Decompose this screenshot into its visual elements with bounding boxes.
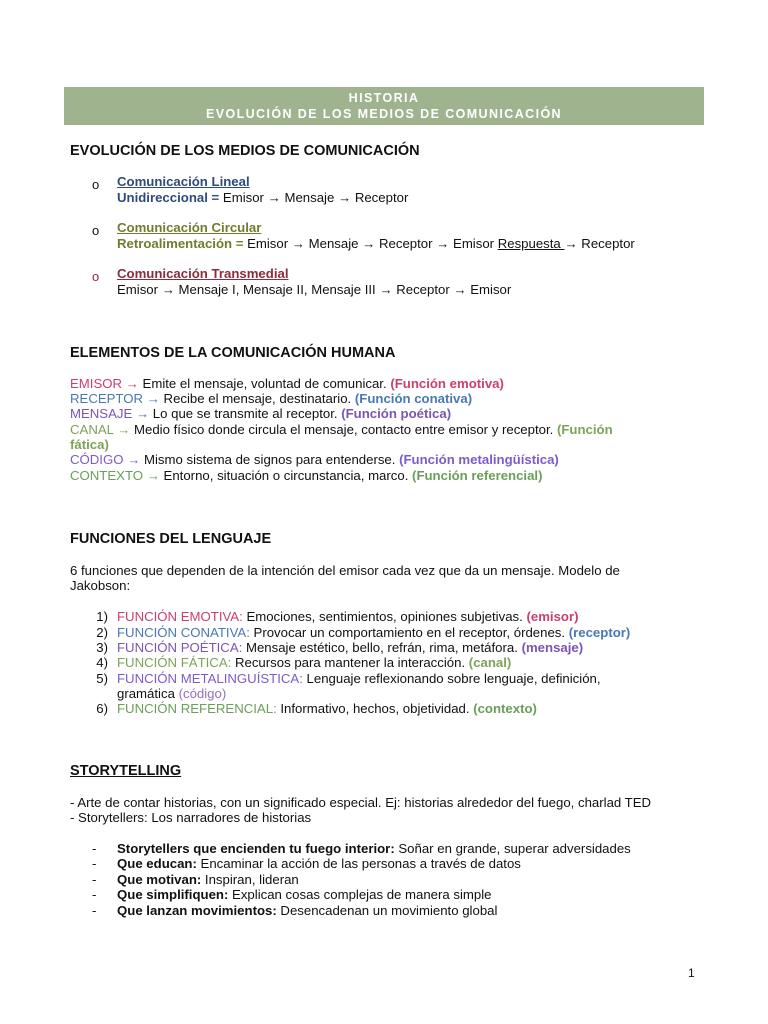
item-lineal-title — [117, 174, 250, 190]
bullet: o — [92, 177, 100, 192]
list-number: 4) — [96, 655, 108, 670]
f1-name: FUNCIÓN EMOTIVA: — [117, 609, 243, 624]
list-number: 6) — [96, 701, 108, 716]
canal-func-cont: fática) — [70, 437, 109, 452]
header-banner — [64, 87, 704, 125]
f5-name: FUNCIÓN METALINGUÍSTICA: — [117, 671, 303, 686]
section-title-storytelling: STORYTELLING — [70, 763, 182, 779]
item-transmedial-title — [117, 266, 288, 282]
canal-text: Medio físico donde circula el mensaje, contacto entre emisor y receptor. — [130, 422, 557, 437]
elemento-canal — [70, 422, 613, 438]
page-number: 1 — [688, 966, 695, 980]
elemento-contexto — [70, 468, 542, 484]
s4-label: Que simplifiquen: — [117, 887, 229, 902]
story-item — [117, 872, 299, 888]
storytelling-p1: - Arte de contar historias, con un significado especial. Ej: historias alrededor del fuego, charlad TED — [70, 795, 652, 810]
f6-name: FUNCIÓN REFERENCIAL: — [117, 701, 277, 716]
f2-tag: (receptor) — [568, 625, 631, 640]
emisor-text: Emite el mensaje, voluntad de comunicar. — [138, 376, 391, 391]
circular-text-b: → Receptor — [564, 236, 635, 251]
s2-text: Encaminar la acción de las personas a través de datos — [196, 856, 521, 871]
s1-text: Soñar en grande, superar adversidades — [394, 841, 631, 856]
transmedial-text: Emisor → Mensaje I, Mensaje II, Mensaje III → Receptor → Emisor — [117, 282, 512, 297]
s3-label: Que motivan: — [117, 872, 202, 887]
funcion-metalinguistica-cont — [117, 686, 226, 702]
receptor-func: (Función conativa) — [354, 391, 473, 406]
list-number: 2) — [96, 625, 108, 640]
f3-tag: (mensaje) — [521, 640, 584, 655]
mensaje-text: Lo que se transmite al receptor. — [149, 406, 342, 421]
circular-text-a: Emisor → Mensaje → Receptor → Emisor — [243, 236, 498, 251]
funcion-metalinguistica — [117, 671, 601, 687]
funcion-referencial — [117, 701, 537, 717]
emisor-term: EMISOR → — [70, 376, 139, 391]
f2-text: Provocar un comportamiento en el receptor, órdenes. — [249, 625, 569, 640]
story-item — [117, 887, 492, 903]
contexto-func: (Función referencial) — [412, 468, 543, 483]
respuesta-word: Respuesta — [497, 236, 565, 251]
elemento-mensaje — [70, 406, 451, 422]
dash: - — [92, 903, 97, 918]
funcion-poetica — [117, 640, 583, 656]
item-circular-title — [117, 220, 261, 236]
f5-tag: (código) — [178, 686, 227, 701]
section-title-funciones: FUNCIONES DEL LENGUAJE — [70, 531, 272, 547]
storytelling-p2: - Storytellers: Los narradores de historias — [70, 810, 312, 825]
circular-label: Retroalimentación = — [117, 236, 244, 251]
bullet: o — [92, 269, 100, 284]
story-item — [117, 903, 497, 919]
canal-term: CANAL → — [70, 422, 131, 437]
f3-text: Mensaje estético, bello, refrán, rima, metáfora. — [242, 640, 522, 655]
s5-text: Desencadenan un movimiento global — [276, 903, 498, 918]
f1-text: Emociones, sentimientos, opiniones subjetivas. — [242, 609, 527, 624]
elemento-emisor — [70, 376, 504, 392]
contexto-text: Entorno, situación o circunstancia, marco. — [159, 468, 413, 483]
item-lineal-body — [117, 190, 408, 206]
funciones-intro: 6 funciones que dependen de la intención del emisor cada vez que da un mensaje. Modelo de — [70, 563, 620, 578]
dash: - — [92, 887, 97, 902]
dash: - — [92, 856, 97, 871]
item-circular-body — [117, 236, 635, 252]
funcion-conativa — [117, 625, 630, 641]
codigo-text: Mismo sistema de signos para entenderse. — [140, 452, 400, 467]
list-number: 1) — [96, 609, 108, 624]
f5-text: Lenguaje reflexionando sobre lenguaje, definición, — [302, 671, 601, 686]
mensaje-func: (Función poética) — [341, 406, 452, 421]
f4-tag: (canal) — [468, 655, 512, 670]
elemento-codigo — [70, 452, 559, 468]
banner-title: HISTORIA — [348, 91, 420, 105]
s1-label: Storytellers que encienden tu fuego interior: — [117, 841, 395, 856]
f6-tag: (contexto) — [473, 701, 537, 716]
transmedial-title: Comunicación Transmedial — [117, 266, 289, 281]
funcion-emotiva — [117, 609, 579, 625]
dash: - — [92, 872, 97, 887]
list-number: 5) — [96, 671, 108, 686]
f5-text2: gramática — [117, 686, 179, 701]
lineal-title: Comunicación Lineal — [117, 174, 250, 189]
elemento-receptor — [70, 391, 472, 407]
f1-tag: (emisor) — [526, 609, 579, 624]
s5-label: Que lanzan movimientos: — [117, 903, 277, 918]
story-item — [117, 841, 631, 857]
lineal-label: Unidireccional = — [117, 190, 220, 205]
codigo-func: (Función metalingüística) — [399, 452, 559, 467]
bullet: o — [92, 223, 100, 238]
story-item — [117, 856, 521, 872]
lineal-text: Emisor → Mensaje → Receptor — [219, 190, 409, 205]
canal-func: (Función — [556, 422, 613, 437]
contexto-term: CONTEXTO → — [70, 468, 160, 483]
s3-text: Inspiran, lideran — [201, 872, 299, 887]
circular-title: Comunicación Circular — [117, 220, 262, 235]
receptor-term: RECEPTOR → — [70, 391, 160, 406]
s4-text: Explican cosas complejas de manera simple — [228, 887, 492, 902]
f4-text: Recursos para mantener la interacción. — [231, 655, 469, 670]
s2-label: Que educan: — [117, 856, 197, 871]
mensaje-term: MENSAJE → — [70, 406, 150, 421]
section-title-evolucion: EVOLUCIÓN DE LOS MEDIOS DE COMUNICACIÓN — [70, 143, 420, 159]
banner-subtitle: EVOLUCIÓN DE LOS MEDIOS DE COMUNICACIÓN — [205, 107, 562, 121]
section-title-elementos: ELEMENTOS DE LA COMUNICACIÓN HUMANA — [70, 345, 396, 361]
list-number: 3) — [96, 640, 108, 655]
f2-name: FUNCIÓN CONATIVA: — [117, 625, 250, 640]
f6-text: Informativo, hechos, objetividad. — [276, 701, 474, 716]
item-transmedial-body — [117, 282, 511, 298]
f3-name: FUNCIÓN POÉTICA: — [117, 640, 243, 655]
elemento-canal-cont — [70, 437, 109, 453]
funciones-intro-cont: Jakobson: — [70, 578, 131, 593]
f4-name: FUNCIÓN FÁTICA: — [117, 655, 232, 670]
dash: - — [92, 841, 97, 856]
emisor-func: (Función emotiva) — [390, 376, 504, 391]
codigo-term: CÓDIGO → — [70, 452, 141, 467]
receptor-text: Recibe el mensaje, destinatario. — [159, 391, 355, 406]
funcion-fatica — [117, 655, 511, 671]
